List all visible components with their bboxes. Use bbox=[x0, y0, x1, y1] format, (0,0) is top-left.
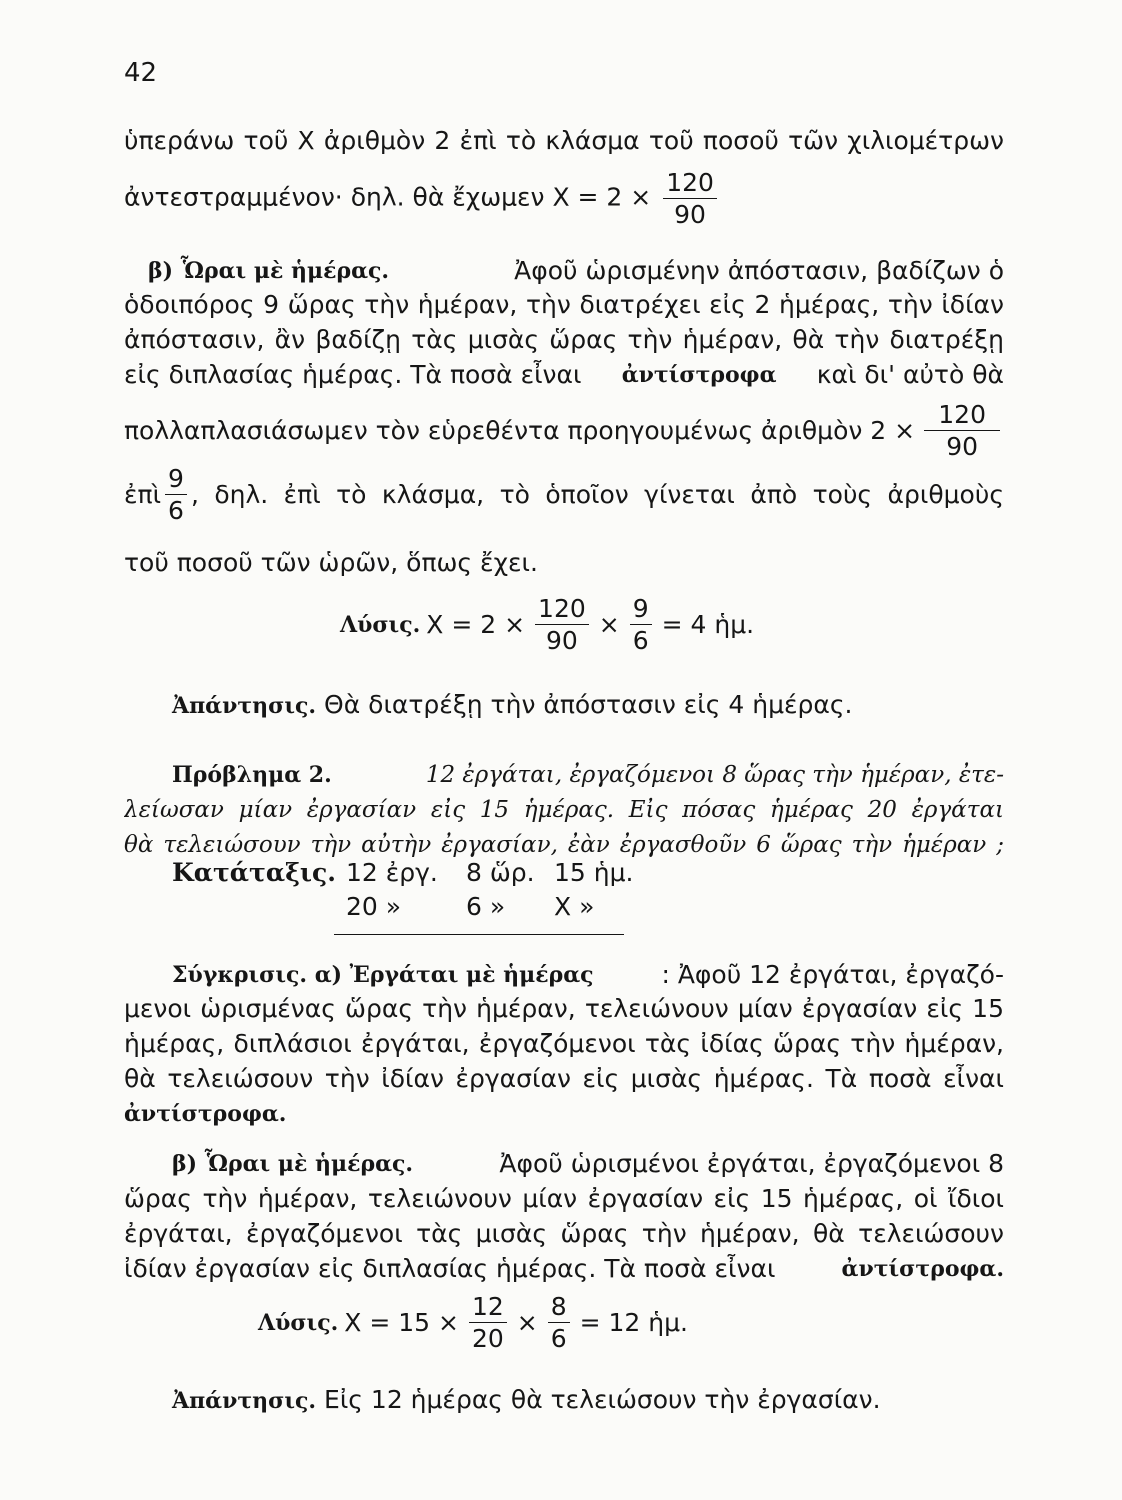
fraction bbox=[548, 1294, 570, 1351]
text-line: τοῦ ποσοῦ τῶν ὡρῶν, ὅπως ἔχει. bbox=[124, 548, 538, 577]
denominator: 6 bbox=[550, 1324, 567, 1353]
fraction bbox=[924, 402, 1000, 459]
text-span: καὶ δι' αὐτὸ θὰ bbox=[816, 360, 1004, 389]
section-heading: β) Ὧραι μὲ ἡμέρας. bbox=[148, 258, 390, 284]
text-span: = 12 ἡμ. bbox=[579, 1307, 688, 1337]
denominator: 20 bbox=[471, 1324, 504, 1353]
text-span: Εἰς 12 ἡμέρας θὰ τελειώσουν τὴν ἐργασίαν. bbox=[324, 1385, 881, 1414]
text-line: θὰ τελειώσουν τὴν αὐτὴν ἐργασίαν, ἐὰν ἐργασθοῦν 6 ὥρας τὴν ἡμέραν ; bbox=[124, 832, 1004, 858]
comparison-line bbox=[172, 958, 1004, 992]
text-span: = 4 ἡμ. bbox=[661, 609, 755, 639]
text-line: ἀπόστασιν, ἂν βαδίζῃ τὰς μισὰς ὥρας τὴν ἡμέραν, θὰ τὴν διατρέξῃ bbox=[124, 325, 1004, 354]
emphasis: ἀντίστροφα bbox=[621, 362, 777, 388]
text-span: × bbox=[598, 609, 620, 639]
answer-label: Ἀπάντησις. bbox=[172, 693, 317, 719]
section-heading: β) Ὧραι μὲ ἡμέρας. bbox=[172, 1151, 414, 1177]
paragraph-heading-line bbox=[148, 254, 1004, 288]
text-line: μενοι ὡρισμένας ὥρας τὴν ἡμέραν, τελειώνουν μίαν ἐργασίαν εἰς 15 bbox=[124, 994, 1004, 1023]
denominator: 90 bbox=[946, 432, 979, 461]
text-span: Ἀφοῦ ὡρισμένην ἀπόστασιν, βαδίζων ὁ bbox=[514, 256, 1004, 285]
problem-line bbox=[172, 758, 1004, 792]
text-span: : Ἀφοῦ 12 ἐργάται, ἐργαζό- bbox=[661, 960, 1004, 989]
text-span: Ἀφοῦ ὡρισμένοι ἐργάται, ἐργαζόμενοι 8 bbox=[499, 1149, 1004, 1178]
fraction bbox=[630, 596, 652, 653]
formula-line bbox=[124, 170, 1004, 227]
fraction bbox=[469, 1294, 507, 1351]
text-span: × bbox=[516, 1307, 538, 1337]
numerator: 9 bbox=[630, 596, 652, 625]
fraction bbox=[165, 466, 187, 523]
text-span: εἰς διπλασίας ἡμέρας. Τὰ ποσὰ εἶναι bbox=[124, 360, 582, 389]
text-line: ὑπεράνω τοῦ Χ ἀριθμὸν 2 ἐπὶ τὸ κλάσμα τοῦ ποσοῦ τῶν χιλιομέτρων bbox=[124, 126, 1004, 155]
text-span: Χ = 2 × bbox=[426, 609, 526, 639]
text-span: πολλαπλασιάσωμεν τὸν εὑρεθέντα προηγουμένως ἀριθμὸν 2 × bbox=[124, 415, 916, 445]
table-cell: 12 ἐργ. bbox=[346, 858, 438, 887]
denominator: 90 bbox=[674, 200, 706, 229]
text-span: ἰδίαν ἐργασίαν εἰς διπλασίας ἡμέρας. Τὰ ποσὰ εἶναι bbox=[124, 1254, 776, 1283]
formula-line bbox=[124, 402, 1004, 459]
problem-label: Πρόβλημα 2. bbox=[172, 762, 332, 788]
emphasis: ἀντίστροφα. bbox=[841, 1256, 1004, 1282]
numerator: 8 bbox=[548, 1294, 570, 1323]
text-span: Χ = 15 × bbox=[344, 1307, 459, 1337]
solution-line bbox=[258, 1294, 958, 1351]
text-line bbox=[124, 358, 1004, 392]
table-cell: 20 » bbox=[346, 892, 402, 921]
solution-line bbox=[340, 596, 940, 653]
text-line: ἐργάται, ἐργαζόμενοι τὰς μισὰς ὥρας τὴν ἡμέραν, θὰ τελειώσουν bbox=[124, 1219, 1004, 1248]
table-cell: Χ » bbox=[554, 892, 595, 921]
formula-line bbox=[124, 466, 1004, 523]
denominator: 6 bbox=[632, 626, 649, 655]
text-span: Θὰ διατρέξῃ τὴν ἀπόστασιν εἰς 4 ἡμέρας. bbox=[324, 690, 853, 719]
text-line: ἡμέρας, διπλάσιοι ἐργάται, ἐργαζόμενοι τὰς ἰδίας ὥρας τὴν ἡμέραν, bbox=[124, 1029, 1004, 1058]
numerator: 120 bbox=[924, 402, 1000, 431]
emphasis: ἀντίστροφα. bbox=[124, 1101, 287, 1127]
fraction bbox=[663, 170, 717, 227]
page-number: 42 bbox=[124, 58, 158, 88]
numerator: 120 bbox=[535, 596, 589, 625]
answer-line bbox=[172, 688, 1052, 723]
answer-label: Ἀπάντησις. bbox=[172, 1388, 317, 1414]
text-line: ὥρας τὴν ἡμέραν, τελειώνουν μίαν ἐργασίαν εἰς 15 ἡμέρας, οἱ ἴδιοι bbox=[124, 1184, 1004, 1213]
solution-label: Λύσις. bbox=[340, 611, 421, 638]
table-cell: 6 » bbox=[466, 892, 506, 921]
katataxis-label: Κατάταξις. bbox=[172, 858, 336, 887]
answer-line bbox=[172, 1383, 1052, 1418]
numerator: 120 bbox=[663, 170, 717, 199]
table-cell: 15 ἡμ. bbox=[554, 858, 634, 887]
comparison-label: Σύγκρισις. α) Ἐργάται μὲ ἡμέρας bbox=[172, 962, 594, 988]
text-span: ἐπὶ bbox=[124, 479, 162, 509]
text-span: ἀντεστραμμένον· δηλ. θὰ ἔχωμεν Χ = 2 × bbox=[124, 182, 652, 212]
text-line: θὰ τελειώσουν τὴν ἰδίαν ἐργασίαν εἰς μισὰς ἡμέρας. Τὰ ποσὰ εἶναι bbox=[124, 1064, 1004, 1093]
text-line bbox=[124, 1252, 1004, 1286]
numerator: 9 bbox=[165, 466, 187, 495]
paragraph-heading-line bbox=[172, 1147, 1004, 1181]
text-line: ὁδοιπόρος 9 ὥρας τὴν ἡμέραν, τὴν διατρέχει εἰς 2 ἡμέρας, τὴν ἰδίαν bbox=[124, 290, 1004, 319]
text-line: λείωσαν μίαν ἐργασίαν εἰς 15 ἡμέρας. Εἰς πόσας ἡμέρας 20 ἐργάται bbox=[124, 797, 1004, 823]
denominator: 90 bbox=[546, 626, 578, 655]
divider bbox=[334, 934, 624, 935]
solution-label: Λύσις. bbox=[258, 1309, 339, 1336]
text-span: 12 ἐργάται, ἐργαζόμενοι 8 ὥρας τὴν ἡμέραν, ἐτε- bbox=[425, 762, 1004, 788]
denominator: 6 bbox=[168, 496, 184, 525]
table-cell: 8 ὥρ. bbox=[466, 858, 535, 887]
text-span: , δηλ. ἐπὶ τὸ κλάσμα, τὸ ὁποῖον γίνεται ἀπὸ τοὺς ἀριθμοὺς bbox=[190, 479, 1004, 509]
numerator: 12 bbox=[469, 1294, 507, 1323]
fraction bbox=[535, 596, 589, 653]
